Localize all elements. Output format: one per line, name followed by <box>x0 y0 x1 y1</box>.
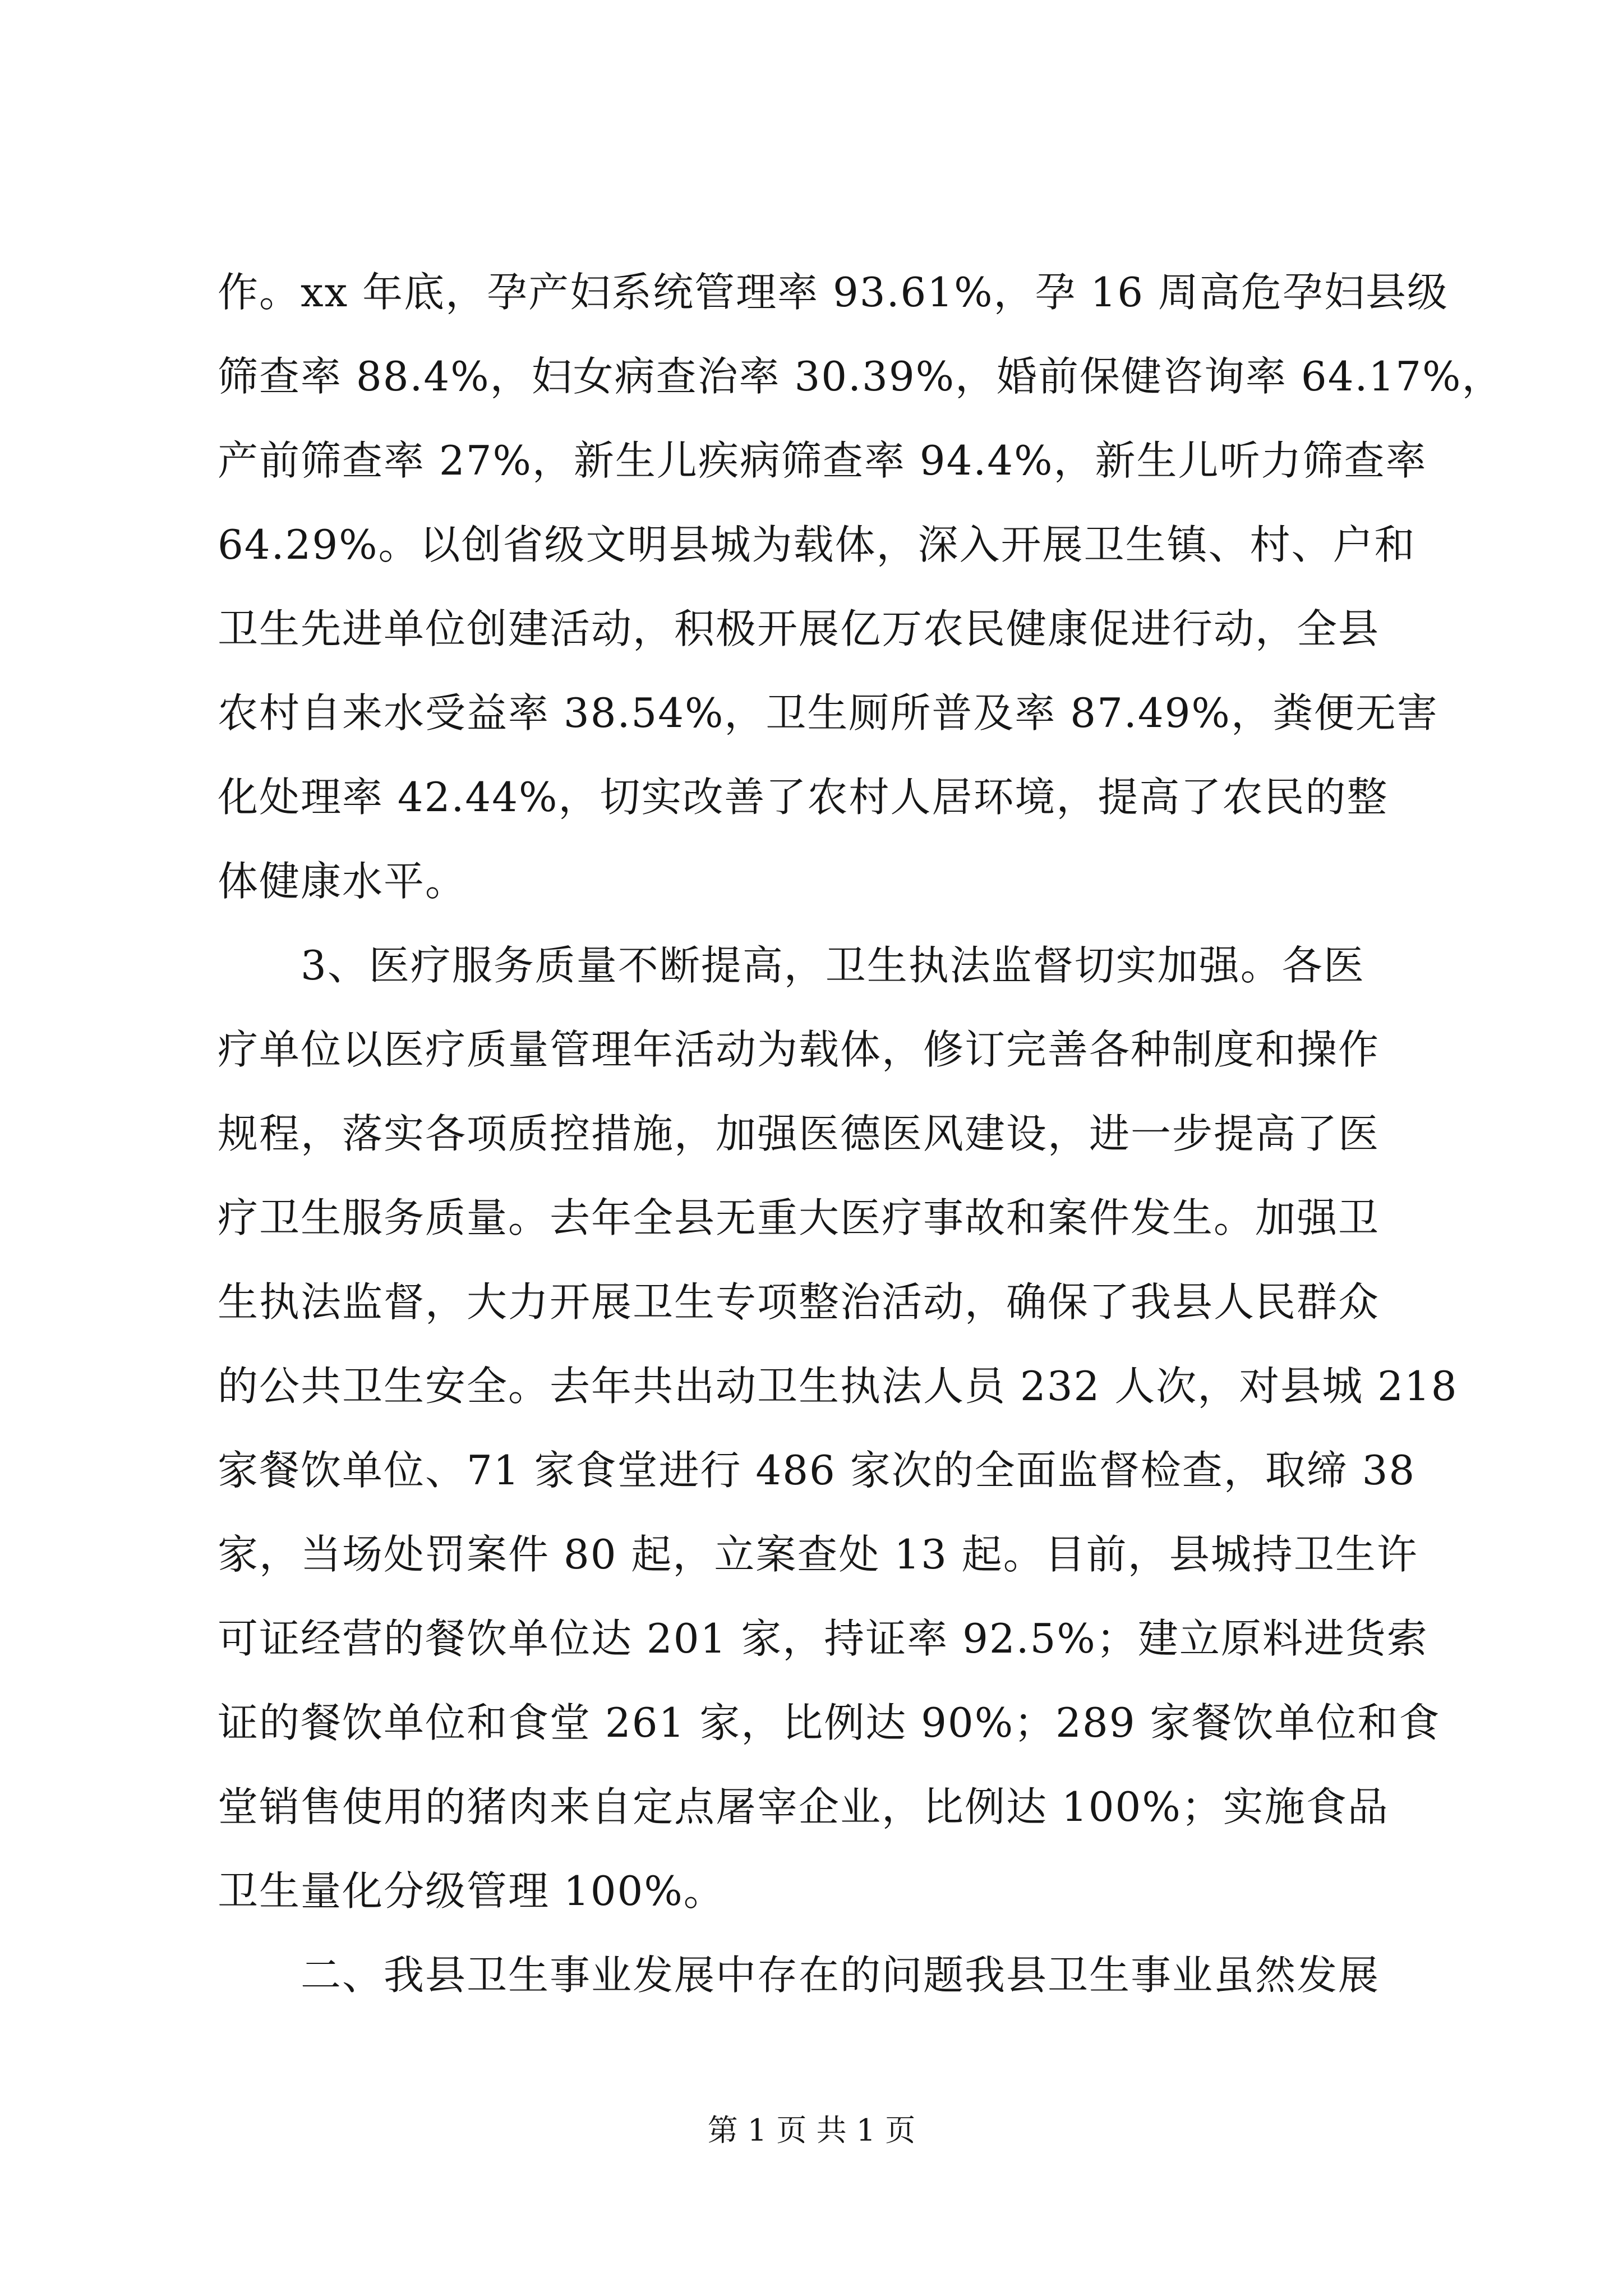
text-line: 产前筛查率 27%，新生儿疾病筛查率 94.4%，新生儿听力筛查率 <box>218 437 1427 484</box>
page-number-footer: 第 1 页 共 1 页 <box>707 2113 916 2148</box>
text-line: 可证经营的餐饮单位达 201 家，持证率 92.5%；建立原料进货索 <box>218 1615 1428 1662</box>
text-line: 证的餐饮单位和食堂 261 家，比例达 90%；289 家餐饮单位和食 <box>218 1699 1441 1746</box>
text-line: 作。xx 年底，孕产妇系统管理率 93.61%，孕 16 周高危孕妇县级 <box>218 269 1449 316</box>
text-line: 生执法监督，大力开展卫生专项整治活动，确保了我县人民群众 <box>218 1278 1380 1326</box>
paragraph-start-line: 3、医疗服务质量不断提高，卫生执法监督切实加强。各医 <box>301 942 1365 989</box>
text-line: 疗卫生服务质量。去年全县无重大医疗事故和案件发生。加强卫 <box>218 1194 1380 1241</box>
text-line: 的公共卫生安全。去年共出动卫生执法人员 232 人次，对县城 218 <box>218 1363 1458 1410</box>
section-heading-line: 二、我县卫生事业发展中存在的问题我县卫生事业虽然发展 <box>301 1952 1380 1999</box>
text-line: 规程，落实各项质控措施，加强医德医风建设，进一步提高了医 <box>218 1110 1380 1157</box>
text-line: 疗单位以医疗质量管理年活动为载体，修订完善各种制度和操作 <box>218 1026 1380 1073</box>
text-line: 化处理率 42.44%，切实改善了农村人居环境，提高了农民的整 <box>218 774 1389 821</box>
text-line: 64.29%。以创省级文明县城为载体，深入开展卫生镇、村、户和 <box>218 521 1416 568</box>
text-line: 体健康水平。 <box>218 858 467 905</box>
text-line: 农村自来水受益率 38.54%，卫生厕所普及率 87.49%，粪便无害 <box>218 689 1438 737</box>
text-line: 筛查率 88.4%，妇女病查治率 30.39%，婚前保健咨询率 64.17%， <box>218 353 1504 400</box>
text-line: 家，当场处罚案件 80 起，立案查处 13 起。目前，县城持卫生许 <box>218 1531 1418 1578</box>
text-line: 家餐饮单位、71 家食堂进行 486 家次的全面监督检查，取缔 38 <box>218 1447 1416 1494</box>
text-line: 卫生量化分级管理 100%。 <box>218 1867 725 1915</box>
text-line: 卫生先进单位创建活动，积极开展亿万农民健康促进行动，全县 <box>218 605 1380 652</box>
text-line: 堂销售使用的猪肉来自定点屠宰企业，比例达 100%；实施食品 <box>218 1783 1389 1830</box>
